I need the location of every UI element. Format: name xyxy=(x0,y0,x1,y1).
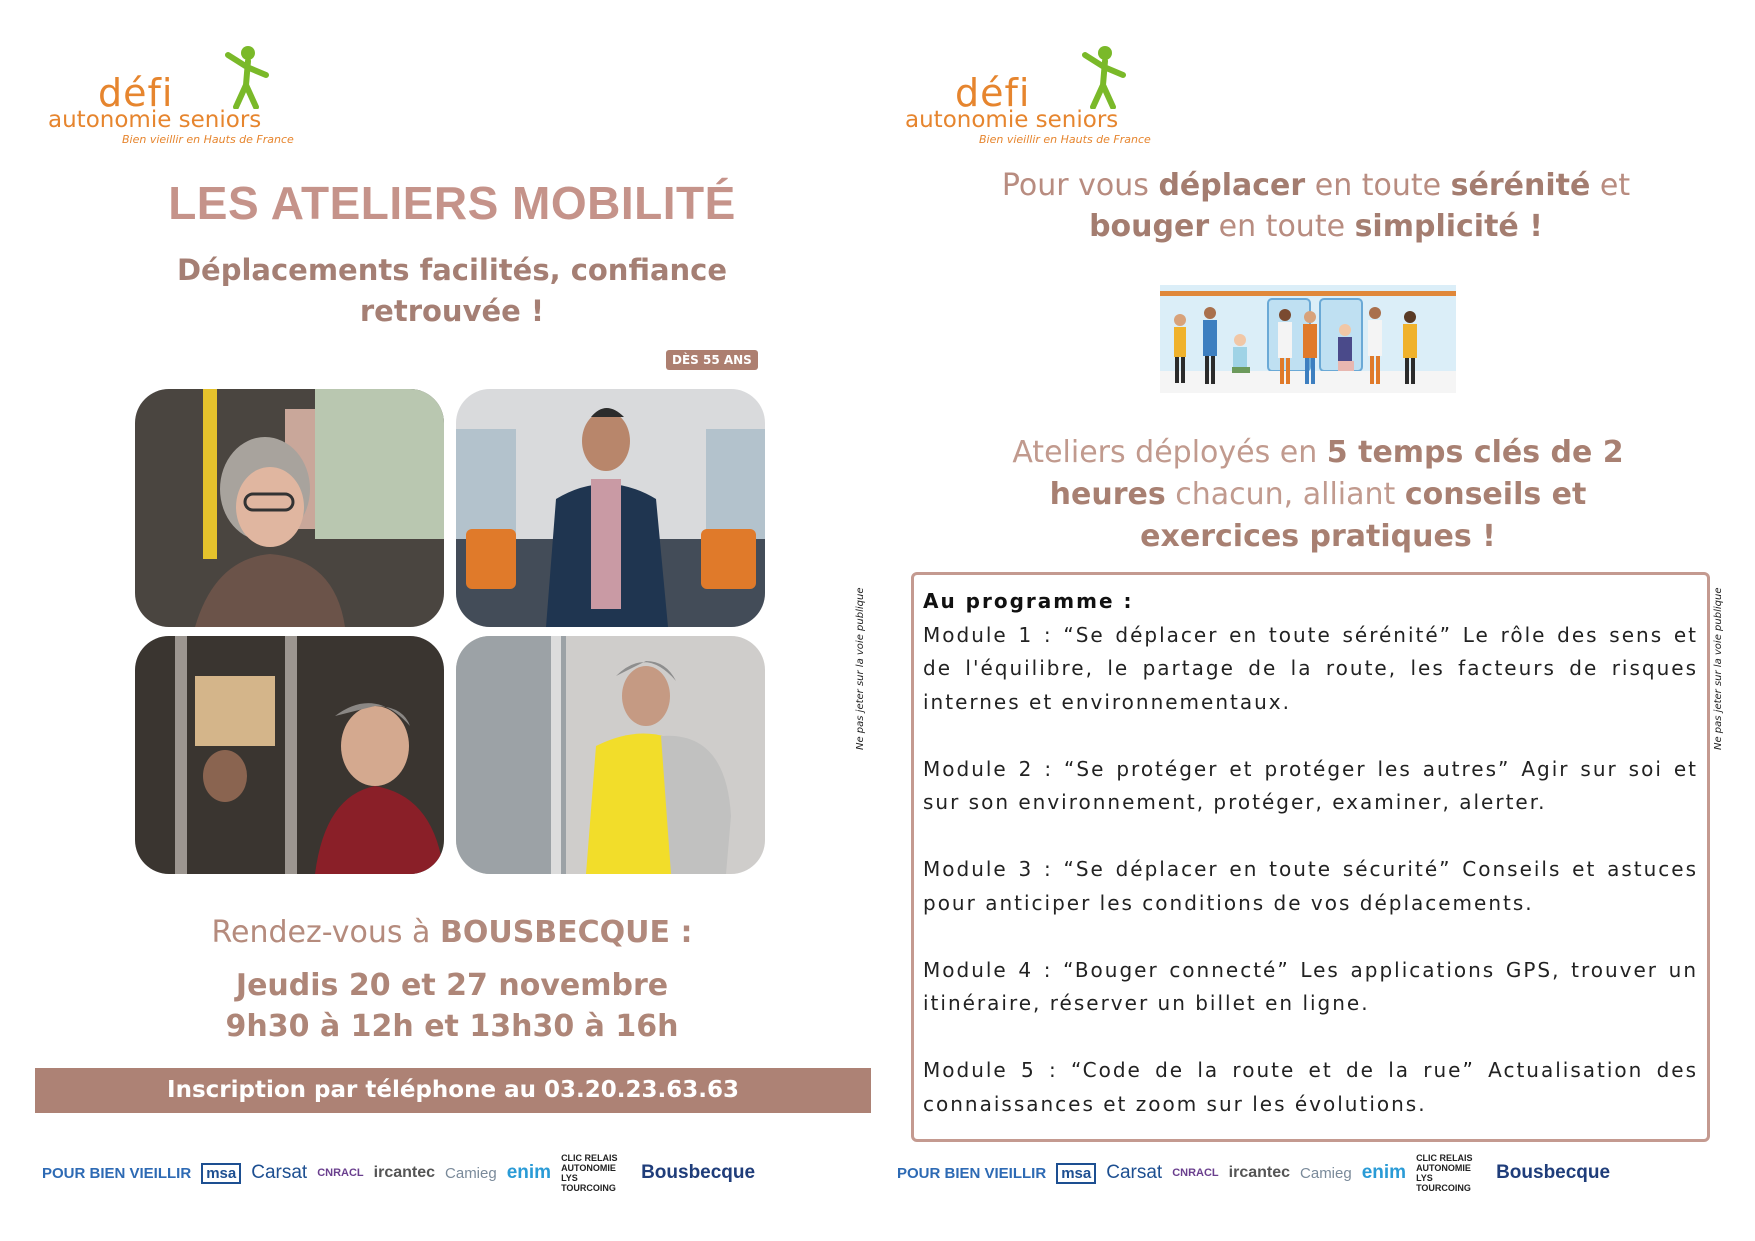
partner-ircantec: ircantec xyxy=(373,1164,436,1181)
right-panel xyxy=(877,0,1755,1241)
program-title: Au programme : xyxy=(923,589,1134,613)
tagline-bold: sérénité xyxy=(1450,168,1591,203)
partner-logos xyxy=(42,1150,755,1196)
tagline-text: Pour vous xyxy=(1001,168,1159,203)
partner-clic: CLIC RELAIS AUTONOMIE LYS TOURCOING xyxy=(1416,1153,1473,1193)
modules-intro xyxy=(975,432,1661,558)
tagline-text: en toute xyxy=(1209,209,1355,244)
left-panel xyxy=(0,0,877,1241)
partner-pour-bien-vieillir: POUR BIEN VIEILLIR xyxy=(42,1164,192,1182)
photo-man-train xyxy=(456,389,765,627)
partner-cnracl: CNRACL xyxy=(317,1167,364,1179)
intro-bold: 5 temps clés de 2 heures xyxy=(1049,435,1624,512)
page-subtitle: Déplacements facilités, confiance retrouvée ! xyxy=(176,253,728,328)
tagline-bold: déplacer xyxy=(1158,168,1306,203)
age-badge: DÈS 55 ANS xyxy=(666,350,758,370)
partner-enim: enim xyxy=(1361,1162,1407,1183)
photo-woman-metro xyxy=(135,636,444,874)
partner-pour-bien-vieillir: POUR BIEN VIEILLIR xyxy=(897,1164,1047,1182)
partner-bousbecque: Bousbecque xyxy=(641,1162,756,1183)
module-3: Module 3 : “Se déplacer en toute sécurité” Conseils et astuces pour anticiper les conditions de vos déplacements. xyxy=(923,857,1698,915)
rdv-prefix: Rendez-vous à xyxy=(211,915,440,950)
logo-autonomie: autonomie seniors xyxy=(905,107,1119,133)
session-dates xyxy=(0,965,904,1047)
partner-bousbecque: Bousbecque xyxy=(1496,1162,1611,1183)
logo-tagline: Bien vieillir en Hauts de France xyxy=(122,133,294,146)
dates-days: Jeudis 20 et 27 novembre xyxy=(235,968,669,1003)
defi-logo xyxy=(48,45,294,146)
partner-msa: msa xyxy=(1056,1163,1096,1184)
logo-tagline: Bien vieillir en Hauts de France xyxy=(979,133,1151,146)
page-title: LES ATELIERS MOBILITÉ xyxy=(168,177,736,229)
tagline xyxy=(877,165,1755,247)
side-note: Ne pas jeter sur la voie publique xyxy=(855,587,866,750)
commuters-illustration xyxy=(1160,285,1456,393)
defi-logo xyxy=(905,45,1151,146)
running-person-icon xyxy=(218,45,278,109)
photo-man-yellow xyxy=(456,636,765,874)
photo-woman-bus xyxy=(135,389,444,627)
partner-msa: msa xyxy=(201,1163,241,1184)
partner-cnracl: CNRACL xyxy=(1172,1167,1219,1179)
tagline-text: et xyxy=(1590,168,1631,203)
rdv-place: BOUSBECQUE : xyxy=(439,915,693,950)
partner-carsat: Carsat xyxy=(251,1162,308,1183)
logo-defi: défi xyxy=(98,71,174,115)
running-person-icon xyxy=(1075,45,1135,109)
partner-clic: CLIC RELAIS AUTONOMIE LYS TOURCOING xyxy=(561,1153,618,1193)
module-1: Module 1 : “Se déplacer en toute sérénité” Le rôle des sens et de l'équilibre, le partage de la route, les facteurs de risques internes et environnementaux. xyxy=(923,622,1698,714)
partner-camieg: Camieg xyxy=(445,1164,497,1182)
intro-text: chacun, alliant xyxy=(1165,477,1405,512)
partner-logos xyxy=(897,1150,1610,1196)
logo-defi: défi xyxy=(955,71,1031,115)
module-4: Module 4 : “Bouger connecté” Les applications GPS, trouver un itinéraire, réserver un billet en ligne. xyxy=(923,957,1698,1015)
partner-enim: enim xyxy=(506,1162,552,1183)
intro-text: Ateliers déployés en xyxy=(1012,435,1327,470)
logo-autonomie: autonomie seniors xyxy=(48,107,262,133)
tagline-text: en toute xyxy=(1305,168,1451,203)
tagline-bold: bouger xyxy=(1089,209,1210,244)
intro-bold: conseils et exercices pratiques ! xyxy=(1140,477,1587,554)
module-5: Module 5 : “Code de la route et de la rue” Actualisation des connaissances et zoom sur les évolutions. xyxy=(923,1058,1698,1116)
partner-carsat: Carsat xyxy=(1106,1162,1163,1183)
program-box xyxy=(911,572,1710,1142)
tagline-bold: simplicité ! xyxy=(1354,209,1543,244)
inscription-bar: Inscription par téléphone au 03.20.23.63.63 xyxy=(35,1068,871,1113)
partner-camieg: Camieg xyxy=(1300,1164,1352,1182)
side-note: Ne pas jeter sur la voie publique xyxy=(1713,587,1724,750)
partner-ircantec: ircantec xyxy=(1228,1164,1291,1181)
module-2: Module 2 : “Se protéger et protéger les autres” Agir sur soi et sur son environnement, protéger, examiner, alerter. xyxy=(923,756,1698,814)
dates-hours: 9h30 à 12h et 13h30 à 16h xyxy=(225,1009,679,1044)
rendez-vous-line xyxy=(0,915,904,950)
